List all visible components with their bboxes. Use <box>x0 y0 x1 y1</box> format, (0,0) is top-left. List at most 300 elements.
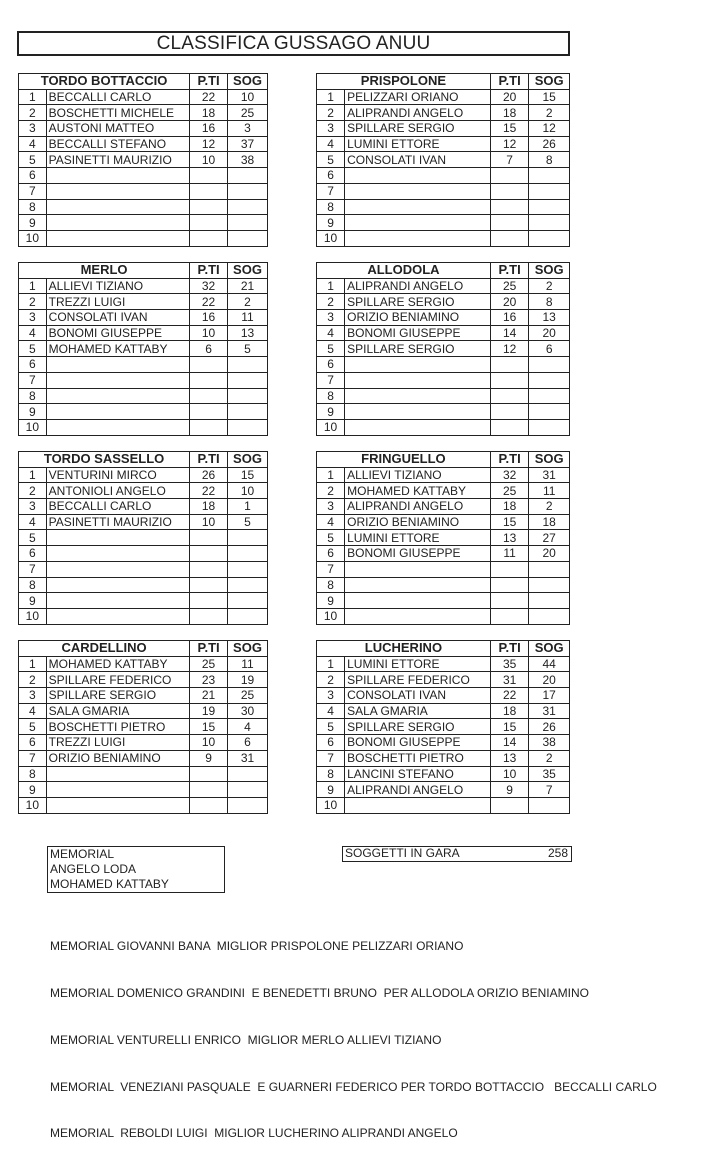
rank-cell: 5 <box>317 152 345 168</box>
points-cell: 25 <box>490 278 529 294</box>
subjects-cell <box>529 388 570 404</box>
subjects-cell: 17 <box>529 688 570 704</box>
table-header-row <box>317 74 570 90</box>
points-cell <box>490 561 529 577</box>
rank-cell: 5 <box>19 152 47 168</box>
name-cell: ALLIEVI TIZIANO <box>345 467 491 483</box>
subjects-cell: 11 <box>529 483 570 499</box>
table-allodola <box>316 262 570 436</box>
subjects-cell <box>228 561 268 577</box>
points-cell <box>190 388 228 404</box>
memorial-notes <box>50 908 657 1158</box>
subjects-cell: 44 <box>529 656 570 672</box>
table-row <box>19 750 268 766</box>
rank-cell: 3 <box>317 499 345 515</box>
subjects-cell: 2 <box>529 499 570 515</box>
rank-cell: 6 <box>19 168 47 184</box>
points-cell: 15 <box>490 719 529 735</box>
subjects-cell: 20 <box>529 546 570 562</box>
points-cell: 9 <box>490 782 529 798</box>
name-cell: BOSCHETTI PIETRO <box>345 750 491 766</box>
subjects-cell <box>228 388 268 404</box>
table-row <box>19 656 268 672</box>
subjects-cell <box>228 782 268 798</box>
table-row <box>19 136 268 152</box>
name-cell: BONOMI GIUSEPPE <box>345 325 491 341</box>
table-row <box>19 546 268 562</box>
table-row <box>317 656 570 672</box>
subjects-cell <box>529 199 570 215</box>
points-cell <box>190 608 228 624</box>
table-row <box>19 530 268 546</box>
subjects-cell: 35 <box>529 766 570 782</box>
table-title: TORDO BOTTACCIO <box>19 74 190 90</box>
table-row <box>317 467 570 483</box>
name-cell: MOHAMED KATTABY <box>46 341 189 357</box>
rank-cell: 3 <box>317 688 345 704</box>
table-row <box>317 750 570 766</box>
points-cell <box>490 797 529 813</box>
subjects-cell <box>228 797 268 813</box>
name-cell <box>46 168 189 184</box>
table-row <box>19 766 268 782</box>
subjects-header: SOG <box>228 74 268 90</box>
table-row <box>317 419 570 435</box>
table-row <box>317 608 570 624</box>
subjects-cell: 38 <box>529 735 570 751</box>
rank-cell: 5 <box>317 530 345 546</box>
table-row <box>19 105 268 121</box>
points-cell: 13 <box>490 530 529 546</box>
points-cell: 25 <box>490 483 529 499</box>
rank-cell: 3 <box>19 121 47 137</box>
subjects-cell: 12 <box>529 121 570 137</box>
table-row <box>19 199 268 215</box>
table-row <box>19 499 268 515</box>
rank-cell: 2 <box>317 483 345 499</box>
points-cell <box>190 546 228 562</box>
points-cell: 18 <box>490 703 529 719</box>
soggetti-value: 258 <box>547 846 568 860</box>
rank-cell: 1 <box>19 467 47 483</box>
name-cell: ANTONIOLI ANGELO <box>46 483 189 499</box>
points-cell: 15 <box>490 514 529 530</box>
points-cell: 10 <box>190 325 228 341</box>
subjects-cell: 2 <box>529 278 570 294</box>
subjects-header: SOG <box>529 263 570 279</box>
table-lucherino <box>316 640 570 814</box>
points-cell <box>190 766 228 782</box>
table-row <box>19 593 268 609</box>
subjects-header: SOG <box>529 74 570 90</box>
rank-cell: 8 <box>19 199 47 215</box>
subjects-cell <box>228 530 268 546</box>
rank-cell: 8 <box>19 388 47 404</box>
points-header: P.TI <box>490 263 529 279</box>
rank-cell: 8 <box>19 577 47 593</box>
table-row <box>317 215 570 231</box>
subjects-cell: 26 <box>529 719 570 735</box>
points-cell: 32 <box>490 467 529 483</box>
rank-cell: 9 <box>317 215 345 231</box>
memorial-box <box>47 846 225 893</box>
memorial-line: ANGELO LODA <box>50 862 137 876</box>
name-cell <box>46 419 189 435</box>
subjects-cell: 2 <box>228 294 268 310</box>
subjects-cell: 38 <box>228 152 268 168</box>
points-cell <box>190 199 228 215</box>
table-row <box>317 561 570 577</box>
name-cell: BECCALLI STEFANO <box>46 136 189 152</box>
note-line: MEMORIAL VENEZIANI PASQUALE E GUARNERI FEDERICO PER TORDO BOTTACCIO BECCALLI CARLO <box>50 1079 657 1094</box>
name-cell <box>46 577 189 593</box>
name-cell <box>46 230 189 246</box>
table-row <box>317 672 570 688</box>
table-row <box>19 467 268 483</box>
name-cell <box>345 404 491 420</box>
rank-cell: 1 <box>317 89 345 105</box>
name-cell: PASINETTI MAURIZIO <box>46 152 189 168</box>
table-row <box>19 703 268 719</box>
name-cell <box>46 608 189 624</box>
points-cell: 10 <box>190 735 228 751</box>
subjects-cell: 31 <box>529 703 570 719</box>
points-cell: 22 <box>190 483 228 499</box>
name-cell: SPILLARE FEDERICO <box>345 672 491 688</box>
table-row <box>317 388 570 404</box>
subjects-cell: 2 <box>529 105 570 121</box>
points-cell: 13 <box>490 750 529 766</box>
subjects-cell: 31 <box>529 467 570 483</box>
points-cell: 14 <box>490 735 529 751</box>
table-row <box>317 483 570 499</box>
table-row <box>317 89 570 105</box>
name-cell <box>345 577 491 593</box>
subjects-cell: 25 <box>228 105 268 121</box>
table-row <box>317 719 570 735</box>
name-cell <box>46 215 189 231</box>
table-row <box>317 372 570 388</box>
table-row <box>317 278 570 294</box>
rank-cell: 9 <box>317 593 345 609</box>
name-cell: SALA GMARIA <box>46 703 189 719</box>
points-cell: 6 <box>190 341 228 357</box>
subjects-header: SOG <box>228 641 268 657</box>
name-cell: TREZZI LUIGI <box>46 294 189 310</box>
name-cell <box>345 388 491 404</box>
rank-cell: 6 <box>317 357 345 373</box>
rank-cell: 9 <box>19 782 47 798</box>
table-row <box>19 372 268 388</box>
page-title: CLASSIFICA GUSSAGO ANUU <box>17 31 570 56</box>
name-cell: ALIPRANDI ANGELO <box>345 499 491 515</box>
table-header-row <box>317 641 570 657</box>
table-prispolone <box>316 73 570 247</box>
subjects-header: SOG <box>228 263 268 279</box>
rank-cell: 6 <box>19 546 47 562</box>
rank-cell: 7 <box>317 372 345 388</box>
name-cell: ALIPRANDI ANGELO <box>345 278 491 294</box>
points-cell: 31 <box>490 672 529 688</box>
rank-cell: 8 <box>19 766 47 782</box>
table-row <box>317 199 570 215</box>
note-line: MEMORIAL DOMENICO GRANDINI E BENEDETTI BRUNO PER ALLODOLA ORIZIO BENIAMINO <box>50 985 589 1000</box>
name-cell: BONOMI GIUSEPPE <box>345 735 491 751</box>
points-cell: 18 <box>490 499 529 515</box>
points-cell: 10 <box>490 766 529 782</box>
subjects-cell: 15 <box>228 467 268 483</box>
subjects-cell: 6 <box>529 341 570 357</box>
rank-cell: 2 <box>317 294 345 310</box>
rank-cell: 4 <box>19 514 47 530</box>
table-row <box>19 89 268 105</box>
table-row <box>19 152 268 168</box>
points-cell: 20 <box>490 294 529 310</box>
rank-cell: 10 <box>317 419 345 435</box>
subjects-cell: 13 <box>228 325 268 341</box>
subjects-cell: 7 <box>529 782 570 798</box>
rank-cell: 10 <box>317 797 345 813</box>
points-cell <box>490 577 529 593</box>
table-row <box>19 357 268 373</box>
subjects-cell <box>228 766 268 782</box>
rank-cell: 1 <box>19 278 47 294</box>
name-cell: SPILLARE SERGIO <box>345 294 491 310</box>
points-cell: 22 <box>190 294 228 310</box>
table-row <box>19 215 268 231</box>
subjects-header: SOG <box>529 641 570 657</box>
points-header: P.TI <box>190 452 228 468</box>
table-row <box>19 735 268 751</box>
subjects-cell: 20 <box>529 325 570 341</box>
rank-cell: 10 <box>19 230 47 246</box>
subjects-header: SOG <box>228 452 268 468</box>
subjects-cell <box>529 577 570 593</box>
soggetti-label: SOGGETTI IN GARA <box>345 846 460 860</box>
name-cell: CONSOLATI IVAN <box>345 152 491 168</box>
note-line: MEMORIAL GIOVANNI BANA MIGLIOR PRISPOLONE PELIZZARI ORIANO <box>50 939 464 954</box>
name-cell: BONOMI GIUSEPPE <box>345 546 491 562</box>
table-row <box>317 105 570 121</box>
name-cell <box>345 168 491 184</box>
subjects-cell <box>228 546 268 562</box>
points-cell: 15 <box>190 719 228 735</box>
note-line: MEMORIAL REBOLDI LUIGI MIGLIOR LUCHERINO ALIPRANDI ANGELO <box>50 1126 458 1141</box>
name-cell: ORIZIO BENIAMINO <box>46 750 189 766</box>
name-cell: SALA GMARIA <box>345 703 491 719</box>
name-cell: BOSCHETTI PIETRO <box>46 719 189 735</box>
table-row <box>19 388 268 404</box>
rank-cell: 9 <box>317 404 345 420</box>
table-row <box>317 230 570 246</box>
subjects-cell: 5 <box>228 341 268 357</box>
name-cell: TREZZI LUIGI <box>46 735 189 751</box>
subjects-cell <box>228 593 268 609</box>
table-row <box>19 419 268 435</box>
rank-cell: 5 <box>19 341 47 357</box>
name-cell: LUMINI ETTORE <box>345 136 491 152</box>
points-cell: 16 <box>490 310 529 326</box>
subjects-cell: 2 <box>529 750 570 766</box>
rank-cell: 7 <box>19 372 47 388</box>
table-row <box>317 404 570 420</box>
name-cell: LANCINI STEFANO <box>345 766 491 782</box>
table-header-row <box>19 74 268 90</box>
subjects-cell: 21 <box>228 278 268 294</box>
points-cell: 9 <box>190 750 228 766</box>
points-header: P.TI <box>190 641 228 657</box>
name-cell: BONOMI GIUSEPPE <box>46 325 189 341</box>
subjects-cell: 19 <box>228 672 268 688</box>
name-cell <box>46 766 189 782</box>
points-header: P.TI <box>190 263 228 279</box>
points-cell <box>490 608 529 624</box>
points-cell: 19 <box>190 703 228 719</box>
name-cell: SPILLARE SERGIO <box>345 341 491 357</box>
rank-cell: 4 <box>317 136 345 152</box>
rank-cell: 2 <box>19 105 47 121</box>
points-cell <box>490 183 529 199</box>
name-cell <box>46 199 189 215</box>
name-cell: SPILLARE SERGIO <box>345 121 491 137</box>
subjects-cell <box>529 608 570 624</box>
subjects-cell: 11 <box>228 656 268 672</box>
table-row <box>19 672 268 688</box>
table-row <box>19 782 268 798</box>
subjects-cell <box>529 561 570 577</box>
subjects-cell: 20 <box>529 672 570 688</box>
points-header: P.TI <box>490 641 529 657</box>
name-cell <box>345 230 491 246</box>
points-header: P.TI <box>490 74 529 90</box>
name-cell <box>345 608 491 624</box>
rank-cell: 5 <box>317 719 345 735</box>
points-cell <box>190 797 228 813</box>
rank-cell: 4 <box>19 136 47 152</box>
subjects-cell <box>529 357 570 373</box>
rank-cell: 5 <box>19 530 47 546</box>
name-cell <box>345 797 491 813</box>
points-cell <box>490 230 529 246</box>
subjects-cell: 18 <box>529 514 570 530</box>
table-fringuello <box>316 451 570 625</box>
subjects-cell: 6 <box>228 735 268 751</box>
subjects-cell <box>228 199 268 215</box>
subjects-cell <box>529 215 570 231</box>
rank-cell: 7 <box>19 561 47 577</box>
rank-cell: 9 <box>317 782 345 798</box>
subjects-cell <box>228 577 268 593</box>
name-cell: MOHAMED KATTABY <box>46 656 189 672</box>
subjects-cell: 8 <box>529 152 570 168</box>
subjects-cell: 8 <box>529 294 570 310</box>
name-cell: ORIZIO BENIAMINO <box>345 310 491 326</box>
table-row <box>19 514 268 530</box>
subjects-cell <box>228 215 268 231</box>
points-cell <box>190 168 228 184</box>
points-cell <box>190 404 228 420</box>
name-cell <box>345 183 491 199</box>
rank-cell: 6 <box>19 357 47 373</box>
table-title: CARDELLINO <box>19 641 190 657</box>
points-cell <box>490 404 529 420</box>
subjects-cell: 26 <box>529 136 570 152</box>
table-row <box>19 168 268 184</box>
name-cell: LUMINI ETTORE <box>345 656 491 672</box>
points-cell <box>490 593 529 609</box>
subjects-cell: 1 <box>228 499 268 515</box>
table-title: LUCHERINO <box>317 641 491 657</box>
rank-cell: 6 <box>19 735 47 751</box>
table-title: ALLODOLA <box>317 263 491 279</box>
points-cell <box>190 593 228 609</box>
name-cell <box>46 593 189 609</box>
points-cell: 12 <box>190 136 228 152</box>
subjects-cell: 30 <box>228 703 268 719</box>
rank-cell: 10 <box>19 608 47 624</box>
name-cell: BECCALLI CARLO <box>46 89 189 105</box>
points-cell: 14 <box>490 325 529 341</box>
rank-cell: 6 <box>317 735 345 751</box>
rank-cell: 1 <box>19 656 47 672</box>
subjects-cell <box>228 230 268 246</box>
subjects-cell <box>529 797 570 813</box>
subjects-cell: 5 <box>228 514 268 530</box>
points-cell <box>190 782 228 798</box>
subjects-cell <box>529 593 570 609</box>
subjects-cell <box>228 168 268 184</box>
rank-cell: 1 <box>317 278 345 294</box>
table-row <box>19 294 268 310</box>
points-cell: 25 <box>190 656 228 672</box>
rank-cell: 7 <box>317 750 345 766</box>
name-cell <box>46 183 189 199</box>
name-cell: PELIZZARI ORIANO <box>345 89 491 105</box>
table-row <box>19 797 268 813</box>
points-cell: 21 <box>190 688 228 704</box>
rank-cell: 9 <box>19 215 47 231</box>
rank-cell: 9 <box>19 404 47 420</box>
table-row <box>19 561 268 577</box>
points-cell: 35 <box>490 656 529 672</box>
name-cell: ALIPRANDI ANGELO <box>345 105 491 121</box>
subjects-cell <box>228 608 268 624</box>
subjects-cell: 4 <box>228 719 268 735</box>
points-cell: 7 <box>490 152 529 168</box>
subjects-header: SOG <box>529 452 570 468</box>
points-cell <box>190 183 228 199</box>
rank-cell: 2 <box>19 672 47 688</box>
points-cell <box>490 372 529 388</box>
table-row <box>19 577 268 593</box>
table-tordo-bottaccio <box>18 73 268 247</box>
table-row <box>19 483 268 499</box>
rank-cell: 2 <box>19 483 47 499</box>
subjects-cell: 11 <box>228 310 268 326</box>
points-cell: 16 <box>190 121 228 137</box>
points-cell: 18 <box>190 499 228 515</box>
name-cell <box>46 372 189 388</box>
table-row <box>317 782 570 798</box>
name-cell <box>46 546 189 562</box>
name-cell <box>46 388 189 404</box>
subjects-cell <box>529 183 570 199</box>
subjects-cell <box>529 404 570 420</box>
memorial-line: MOHAMED KATTABY <box>50 877 169 891</box>
points-cell: 10 <box>190 152 228 168</box>
table-row <box>19 230 268 246</box>
table-row <box>317 797 570 813</box>
